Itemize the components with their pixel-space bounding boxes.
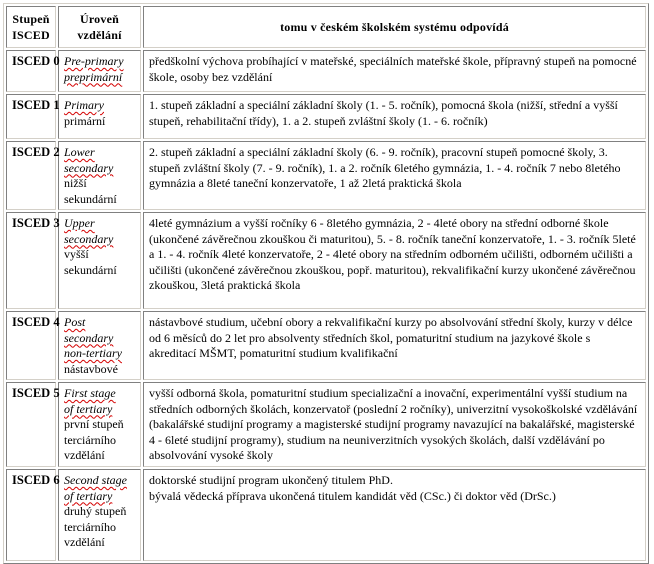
english-term: of tertiary <box>64 488 113 503</box>
isced-level-cell: ISCED 0 <box>6 50 56 92</box>
description-cell: nástavbové studium, učební obory a rekvalifikační kurzy po absolvování střední školy, kurzy v délce od 6 měsíců do 2 let pro absolventy středních škol, pomaturitní studium na jazykové škole s akreditací MŠMT, pomaturitní studium kvalifikační <box>143 311 646 380</box>
header-education-level-line1: Úroveň <box>80 12 119 26</box>
czech-term: první stupeň <box>64 417 124 431</box>
education-level-cell <box>58 311 141 380</box>
english-term: Upper <box>64 216 95 230</box>
description-cell: 2. stupeň základní a speciální základní školy (6. - 9. ročník), pracovní stupeň pomocné školy, 3. stupeň zvláštní školy (7. - 9. ročník), 1. a 2. ročník 6letého gymnázia, 1. - 4. ročník 7 nebo 8letého gymnázia a 8leté taneční konzervatoře, 1 až 2letá praktická škola <box>143 141 646 210</box>
description-cell: 4leté gymnázium a vyšší ročníky 6 - 8letého gymnázia, 2 - 4leté obory na střední odborné škole (ukončené závěrečnou zkouškou či maturitou), 5. - 8. ročník taneční konzervatoře, 1. - 3. ročník 5leté a 1. - 4. ročník 4leté konzervatoře, 2 - 4leté obory na středním odborném učilišti, odborném učilišti a učilišti (ukončené závěrečnou zkouškou, popř. maturitou), rekvalifikační kurzy ukončené závěrečnou zkouškou, 3letá praktická škola <box>143 212 646 309</box>
english-term: First stage <box>64 386 116 400</box>
table-row <box>6 469 646 561</box>
czech-term: vzdělání <box>64 535 105 549</box>
table-row <box>6 50 646 92</box>
english-term: Primary <box>64 98 104 112</box>
table-row <box>6 311 646 380</box>
education-level-cell <box>58 141 141 210</box>
description-cell: 1. stupeň základní a speciální základní školy (1. - 5. ročník), pomocná škola (nižší, střední a vyšší stupeň, rehabilitační třídy), 1. a 2. stupeň zvláštní školy (1. - 6. ročník) <box>143 94 646 139</box>
czech-term: primární <box>64 113 106 128</box>
header-education-level-line2: vzdělání <box>77 27 122 42</box>
isced-level-cell: ISCED 6 <box>6 469 56 561</box>
header-isced-level-line2: ISCED <box>12 27 50 42</box>
header-isced-level-line1: Stupeň <box>12 12 50 26</box>
education-level-cell <box>58 469 141 561</box>
english-term: Lower <box>64 145 95 159</box>
description-cell: předškolní výchova probíhající v mateřské, speciálních mateřské škole, přípravný stupeň na pomocné škole, osoby bez vzdělání <box>143 50 646 92</box>
education-level-cell <box>58 212 141 309</box>
czech-term: sekundární <box>64 191 117 206</box>
education-level-cell <box>58 382 141 467</box>
education-level-cell <box>58 50 141 92</box>
table-row <box>6 94 646 139</box>
czech-term: vyšší <box>64 247 89 261</box>
czech-term: terciárního <box>64 519 116 534</box>
czech-term: nástavbové <box>64 361 118 376</box>
english-term: Post secondary <box>64 315 114 345</box>
isced-level-cell: ISCED 4 <box>6 311 56 380</box>
description-cell <box>143 469 646 561</box>
english-term: non-tertiary <box>64 346 122 360</box>
header-row <box>6 6 646 48</box>
english-term: Pre-primary <box>64 54 124 68</box>
english-term: Second stage <box>64 473 127 487</box>
table-row <box>6 141 646 210</box>
education-level-cell <box>58 94 141 139</box>
czech-term: druhý stupeň <box>64 504 127 518</box>
isced-level-cell: ISCED 1 <box>6 94 56 139</box>
description-line: doktorské studijní program ukončený titulem PhD. <box>149 473 393 487</box>
table-row <box>6 212 646 309</box>
description-cell: vyšší odborná škola, pomaturitní studium specializační a inovační, experimentální vyšší studium na středních odborných školách, konzervatoř (poslední 2 ročníky), univerzitní vysokoškolské vzdělávání (bakalářské studijní programy a magisterské studijní programy navazující na bakalářské, magisterské 4 - 6leté studijní programy), studium na neuniverzitních vysokých školách, další vzdělávání po absolvování vysoké školy <box>143 382 646 467</box>
czech-term: sekundární <box>64 262 117 277</box>
czech-term: terciárního <box>64 432 116 447</box>
czech-term: preprimární <box>64 69 123 84</box>
isced-level-cell: ISCED 5 <box>6 382 56 467</box>
header-education-level <box>58 6 141 48</box>
description-line: bývalá vědecká příprava ukončená titulem kandidát věd (CSc.) či doktor věd (DrSc.) <box>149 488 556 503</box>
table-row <box>6 382 646 467</box>
english-term: secondary <box>64 160 114 175</box>
header-czech-equivalent: tomu v českém školském systému odpovídá <box>143 6 646 48</box>
czech-term: nižší <box>64 176 87 190</box>
english-term: secondary <box>64 231 114 246</box>
english-term: of tertiary <box>64 401 113 416</box>
isced-level-cell: ISCED 2 <box>6 141 56 210</box>
czech-term: vzdělání <box>64 448 105 462</box>
header-isced-level <box>6 6 56 48</box>
isced-level-cell: ISCED 3 <box>6 212 56 309</box>
isced-table <box>3 3 649 564</box>
